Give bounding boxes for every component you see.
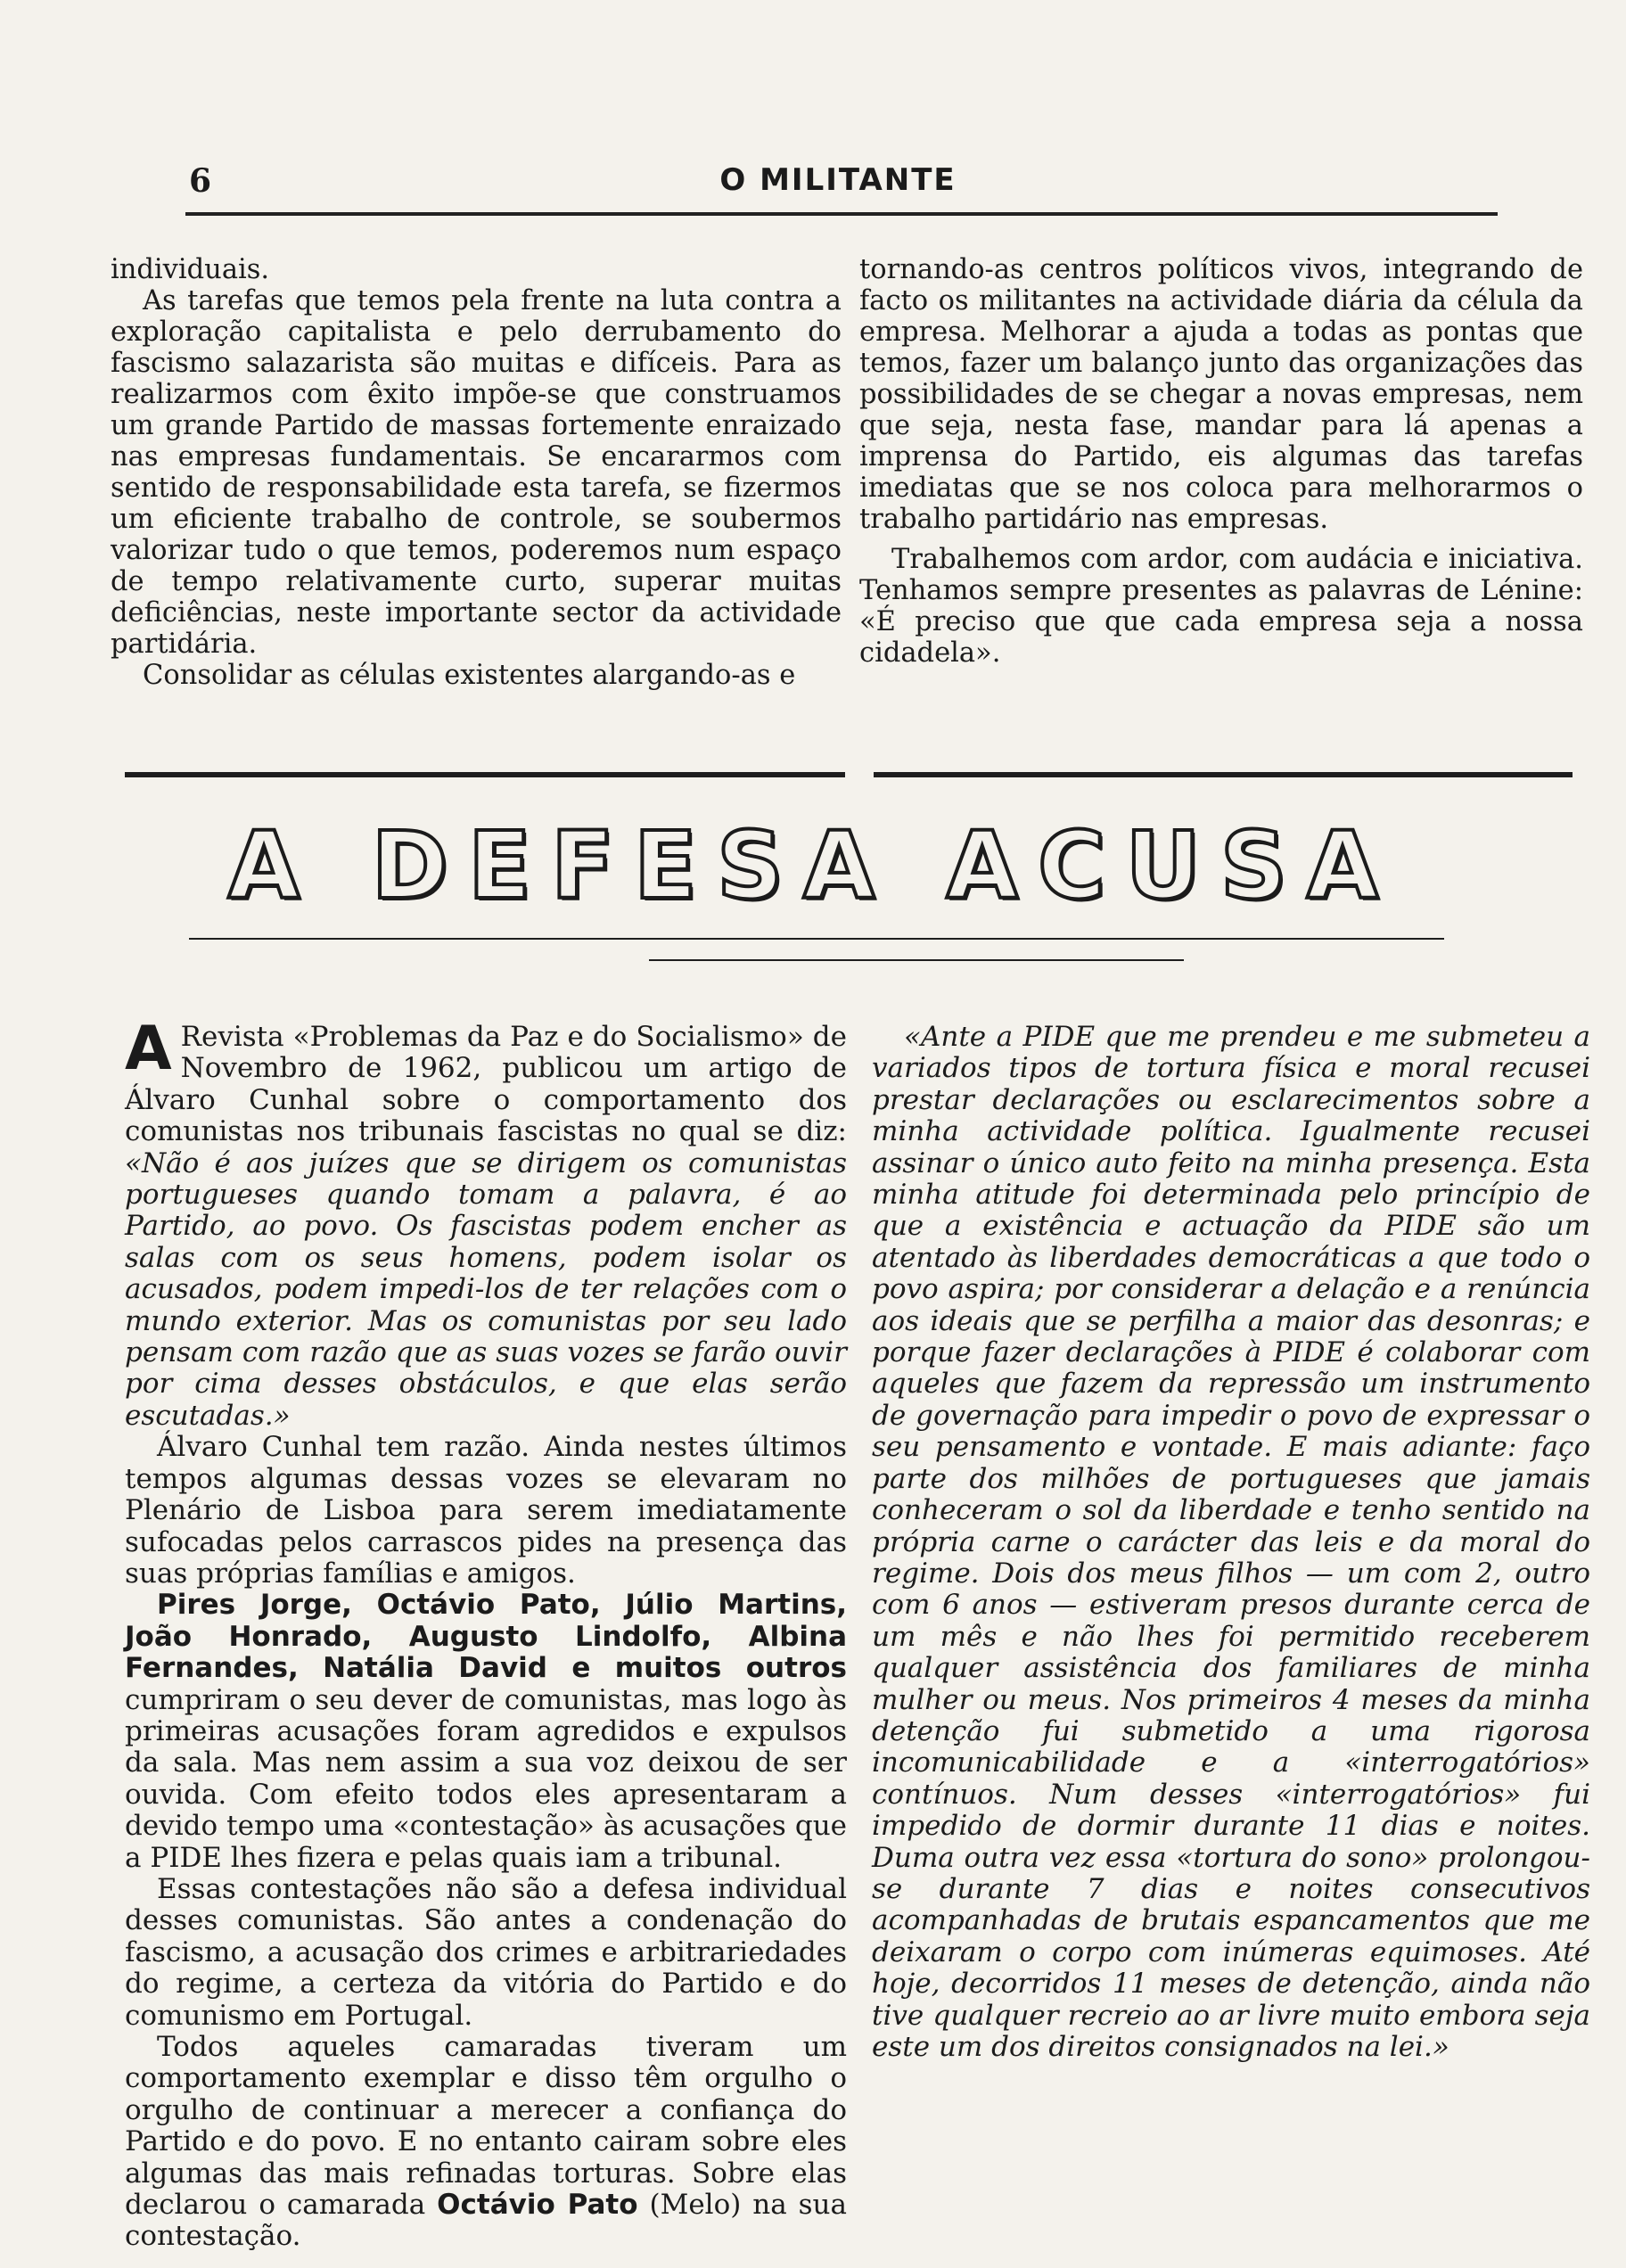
paragraph: individuais. bbox=[111, 254, 270, 285]
quoted-text: «Não é aos juízes que se dirigem os comunistas portugueses quando tomam a palavra, é ao Partido, ao povo. Os fascistas podem encher as salas com os seus homens, podem isolar os acusados, podem impedi-los de ter relações com o mundo exterior. Mas os comunistas por seu lado pensam com razão que as suas vozes se farão ouvir por cima desses obstáculos, e que elas serão escutadas.» bbox=[125, 1146, 847, 1432]
paragraph: Álvaro Cunhal tem razão. Ainda nestes últimos tempos algumas dessas vozes se elevaram no Plenário de Lisboa para serem imediatamente sufocadas pelos carrascos pides na presença das suas próprias famílias e amigos. bbox=[125, 1431, 847, 1590]
headline-underline bbox=[189, 938, 1444, 940]
paragraph: As tarefas que temos pela frente na luta contra a exploração capitalista e pelo derrubamento do fascismo salazarista são muitas e difíceis. Para as realizarmos com êxito impõe-se que construamos um grande Partido de massas fortemente enraizado nas empresas fundamentais. Se encararmos com sentido de responsabilidade esta tarefa, se fizermos um eficiente trabalho de controle, se soubermos valorizar tudo o que temos, poderemos num espaço de tempo relativamente curto, superar muitas deficiências, neste importante sector da actividade partidária. bbox=[111, 285, 842, 660]
paragraph: Essas contestações não são a defesa individual desses comunistas. São antes a condenação do fascismo, a acusação dos crimes e arbitrariedades do regime, a certeza da vitória do Partido e do comunismo em Portugal. bbox=[125, 1872, 847, 2032]
paragraph-text: cumpriram o seu dever de comunistas, mas logo às primeiras acusações foram agredidos e expulsos da sala. Mas nem assim a sua voz deixou de ser ouvida. Com efeito todos eles apresentaram a devido tempo uma «contestação» às acusações que a PIDE lhes fizera e pelas quais iam a tribunal. bbox=[125, 1683, 847, 1874]
paragraph: tornando-as centros políticos vivos, integrando de facto os militantes na actividade diária da célula da empresa. Melhorar a ajuda a todas as pontas que temos, fazer um balanço junto das organizações das possibilidades de se chegar a novas empresas, nem que seja, nesta fase, mandar para lá apenas a imprensa do Partido, eis algumas das tarefas imediatas que se nos coloca para melhorarmos o trabalho partidário nas empresas. bbox=[859, 254, 1583, 535]
comrades-names: Pires Jorge, Octávio Pato, Júlio Martins, João Honrado, Augusto Lindolfo, Albina Fernandes, Natália David e muitos outros bbox=[125, 1589, 847, 1685]
main-article-right-column bbox=[872, 1022, 1590, 2063]
paragraph-text: Todos aqueles camaradas tiveram um comportamento exemplar e disso têm orgulho o orgulho de continuar a merecer a confiança do Partido e do povo. E no entanto cairam sobre eles algumas das mais refinadas torturas. Sobre elas declarou o camarada bbox=[125, 2031, 847, 2222]
top-article-right-column bbox=[859, 254, 1583, 669]
top-article-left-column bbox=[111, 254, 842, 691]
paragraph bbox=[125, 1590, 847, 1874]
main-article-left-column bbox=[125, 1014, 847, 2253]
header-rule bbox=[185, 212, 1498, 216]
intro-text: Revista «Problemas da Paz e do Socialismo» de Novembro de 1962, publicou um artigo de Álvaro Cunhal sobre o comportamento dos comunistas nos tribunais fascistas no qual se diz: bbox=[125, 1021, 847, 1148]
paragraph-text: (Melo) na sua contestação. bbox=[125, 2189, 847, 2253]
drop-cap: A bbox=[125, 1014, 172, 1084]
article-headline: A DEFESA ACUSA bbox=[227, 811, 1399, 920]
comrade-name: Octávio Pato bbox=[437, 2189, 638, 2222]
section-divider bbox=[874, 772, 1573, 777]
publication-title: O MILITANTE bbox=[719, 162, 957, 198]
page-number: 6 bbox=[189, 162, 212, 200]
headline-underline bbox=[649, 959, 1184, 961]
section-divider bbox=[125, 772, 845, 777]
paragraph bbox=[125, 2032, 847, 2253]
paragraph: Consolidar as células existentes alargando-as e bbox=[143, 660, 796, 691]
paragraph: Trabalhemos com ardor, com audácia e iniciativa. Tenhamos sempre presentes as palavras de Lénine: «É preciso que que cada empresa seja a nossa cidadela». bbox=[859, 544, 1583, 669]
paragraph bbox=[125, 1014, 847, 1432]
testimony-quote: «Ante a PIDE que me prendeu e me submeteu a variados tipos de tortura física e moral recusei prestar declarações ou esclarecimentos sobre a minha actividade política. Igualmente recusei assinar o único auto feito na minha presença. Esta minha atitude foi determinada pelo princípio de que a existência e actuação da PIDE são um atentado às liberdades democráticas a que todo o povo aspira; por considerar a delação e a renúncia aos ideais que se perfilha a maior das desonras; e porque fazer declarações à PIDE é colaborar com aqueles que fazem da repressão um instrumento de governação para impedir o povo de expressar o seu pensamento e vontade. E mais adiante: faço parte dos milhões de portugueses que jamais conheceram o sol da liberdade e tenho sentido na própria carne o carácter das leis e da moral do regime. Dois dos meus filhos — um com 2, outro com 6 anos — estiveram presos durante cerca de um mês e não lhes foi permitido receberem qualquer assistência dos familiares de minha mulher ou meus. Nos primeiros 4 meses da minha detenção fui submetido a uma rigorosa incomunicabilidade e a «interrogatórios» contínuos. Num desses «interrogatórios» fui impedido de dormir durante 11 dias e noites. Duma outra vez essa «tortura do sono» prolongou-se durante 7 dias e noites consecutivos acompanhadas de brutais espancamentos que me deixaram o corpo com inúmeras equimoses. Até hoje, decorridos 11 meses de detenção, ainda não tive qualquer recreio ao ar livre muito embora seja este um dos direitos consignados na lei.» bbox=[872, 1021, 1590, 2063]
